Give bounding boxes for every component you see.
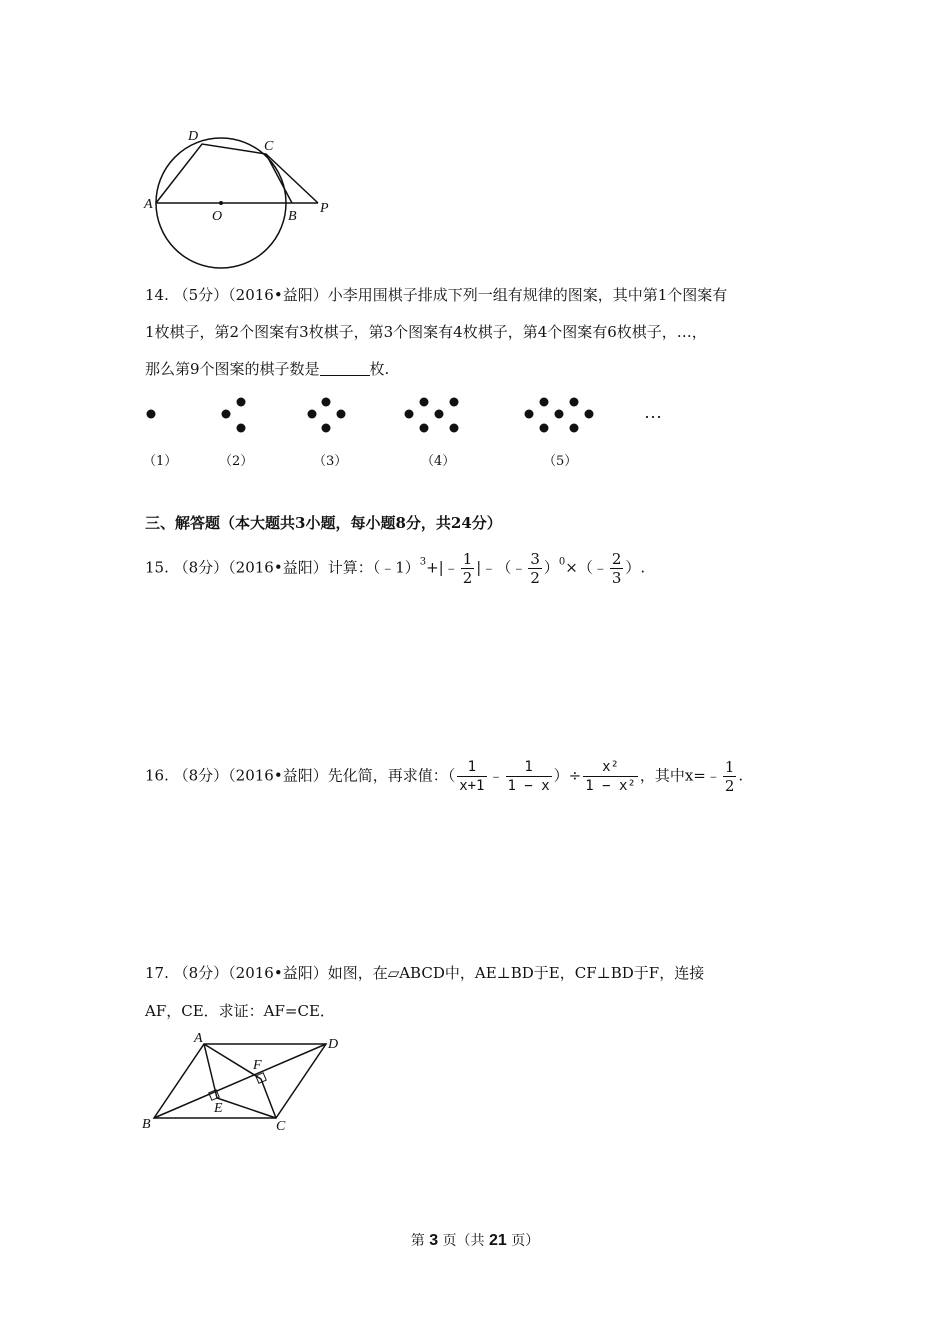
label-d: D (328, 1037, 339, 1052)
fraction-2-3 (610, 550, 624, 587)
q15-part1: +| (426, 558, 444, 577)
pattern-label-3: （3） (313, 454, 348, 469)
numerator: x² (583, 758, 638, 777)
fraction-x2-over-1-minus-x2 (583, 758, 638, 795)
pattern-1 (147, 410, 156, 419)
q14-line1: 14. （5分）（2016•益阳）小李用围棋子排成下列一组有规律的图案，其中第1个图案有 (145, 286, 728, 304)
label-e: E (214, 1101, 223, 1116)
q15-prefix: 15. （8分）（2016•益阳）计算：（﹣1） (145, 558, 420, 577)
label-f: F (253, 1058, 262, 1073)
page-number: 3 (429, 1232, 439, 1249)
numerator: 1 (457, 758, 486, 777)
q16-end: . (738, 766, 744, 785)
segment-ce (217, 1098, 276, 1118)
label-o: O (212, 209, 223, 224)
q17-line2: AF，CE．求证：AF=CE． (145, 1002, 335, 1020)
label-c: C (276, 1119, 286, 1134)
numerator: 1 (506, 758, 552, 777)
label-c: C (264, 139, 274, 154)
q17-line1: 17. （8分）（2016•益阳）如图，在▱ABCD中，AE⊥BD于E，CF⊥BD于F，连接 (145, 964, 705, 982)
q15-expression (145, 550, 645, 587)
figure-circle-quadrilateral (140, 124, 340, 274)
denominator: 3 (611, 569, 622, 587)
pattern-label-5: （5） (543, 454, 578, 469)
q15-minus: ﹣ (443, 558, 459, 577)
numerator: 2 (611, 550, 622, 568)
label-b: B (142, 1117, 151, 1132)
page-footer (0, 1230, 950, 1250)
fraction-1-over-1-minus-x (506, 758, 552, 795)
denominator: 1 − x (507, 778, 550, 794)
q16-prefix: 16. （8分）（2016•益阳）先化简，再求值：（ (145, 766, 456, 785)
pattern-label-2: （2） (219, 454, 254, 469)
tangent-cp (266, 154, 318, 203)
pattern-5 (525, 398, 594, 433)
q16-divide: ）÷ (553, 766, 582, 785)
q14-line3-text: 那么第9个图案的棋子数是 (145, 360, 320, 378)
pattern-3 (308, 398, 346, 433)
footer-pre: 第 (410, 1233, 425, 1249)
q14-line2: 1枚棋子，第2个图案有3枚棋子，第3个图案有4枚棋子，第4个图案有6枚棋子，…， (145, 323, 707, 341)
footer-mid: 页（共 (442, 1233, 485, 1249)
segment-cf (261, 1079, 276, 1118)
q15-exponent-3: 3 (419, 556, 427, 568)
label-a: A (144, 197, 153, 212)
footer-post: 页） (511, 1233, 540, 1249)
denominator: x+1 (459, 778, 485, 794)
q15-part3: ） (543, 558, 559, 577)
q15-exponent-0: 0 (558, 556, 566, 568)
pattern-label-1: （1） (143, 454, 178, 469)
ellipsis: … (644, 402, 662, 422)
q14-line3 (145, 359, 389, 379)
q14-line3-end: 枚. (369, 360, 390, 378)
q15-part5: ）. (625, 558, 646, 577)
figure-parallelogram (140, 1030, 350, 1140)
label-p: P (320, 201, 329, 216)
numerator: 3 (530, 550, 540, 568)
q16-suffix: ，其中x=﹣ (639, 766, 721, 785)
label-d: D (188, 129, 199, 144)
center-point (219, 201, 223, 205)
fraction-1-2 (723, 758, 737, 795)
denominator: 2 (462, 569, 473, 587)
fraction-1-2 (461, 550, 475, 587)
fraction-1-over-x-plus-1 (457, 758, 486, 795)
numerator: 1 (724, 758, 735, 776)
denominator: 1 − x² (585, 778, 636, 794)
go-stone-patterns (140, 392, 680, 442)
q16-expression (145, 758, 743, 795)
answer-blank (320, 361, 370, 376)
denominator: 2 (724, 777, 735, 795)
pattern-4 (405, 398, 459, 433)
q15-part2: |﹣（﹣ (476, 558, 527, 577)
fraction-3-2 (528, 550, 542, 587)
label-a: A (194, 1031, 203, 1046)
q16-minus: ﹣ (488, 766, 504, 785)
denominator: 2 (530, 569, 540, 587)
pattern-2 (222, 398, 246, 433)
total-pages: 21 (489, 1232, 507, 1249)
label-b: B (288, 209, 297, 224)
q15-part4: ×（﹣ (565, 558, 608, 577)
pattern-label-4: （4） (421, 454, 456, 469)
section-heading: 三、解答题（本大题共3小题，每小题8分，共24分） (145, 514, 502, 532)
numerator: 1 (462, 550, 473, 568)
